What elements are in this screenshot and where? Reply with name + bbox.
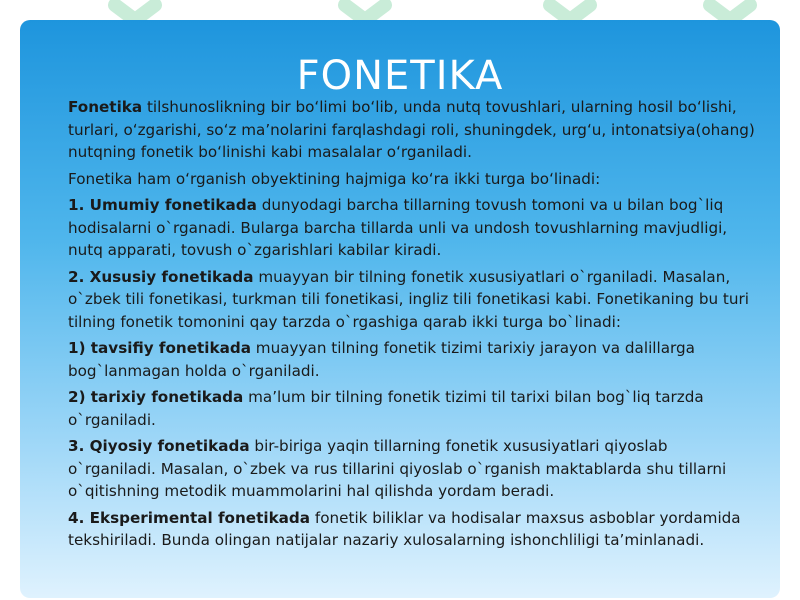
paragraph-bold: 1. Umumiy fonetikada [68, 196, 257, 214]
paragraph [68, 386, 760, 431]
slide-body [68, 96, 760, 556]
paragraph-text: fonetik biliklar va hodisalar maxsus asboblar yordamida tekshiriladi. Bunda olingan natijalar nazariy xulosalarning ishonchliligi ta’minlanadi. [68, 508, 741, 549]
paragraph-bold: 2. Xususiy fonetikada [68, 267, 254, 286]
paragraph [68, 266, 760, 334]
paragraph-bold: Fonetika [68, 98, 143, 116]
paragraph-bold: 2) tarixiy fonetikada [68, 388, 244, 406]
paragraph-bold: 1) tavsifiy fonetikada [68, 339, 251, 357]
paragraph-bold: 4. Eksperimental fonetikada [68, 508, 311, 527]
paragraph-text: muayyan tilning fonetik tizimi tarixiy jarayon va dalillarga bog`lanmagan holda o`rganiladi. [68, 339, 695, 380]
paragraph [68, 337, 760, 382]
paragraph-text: ma’lum bir tilning fonetik tizimi til tarixi bilan bog`liq tarzda o`rganiladi. [68, 388, 704, 429]
paragraph-text: bir-biriga yaqin tillarning fonetik xususiyatlari qiyoslab o`rganiladi. Masalan, o`zbek va rus tillarini qiyoslab o`rganish maktablarda shu tillarni o`qitishning metodik muammolarini hal qilishda yordam beradi. [68, 437, 727, 500]
paragraph-text: Fonetika ham oʻrganish obyektining hajmiga koʻra ikki turga boʻlinadi: [68, 169, 601, 188]
paragraph [68, 168, 760, 191]
paragraph-text: tilshunoslikning bir boʻlimi boʻlib, unda nutq tovushlari, ularning hosil boʻlishi, turlari, oʻzgarishi, soʻz maʼnolarini farqlashdagi roli, shuningdek, urgʻu, intonatsiya(ohang) nutqning fonetik boʻlinishi kabi masalalar oʻrganiladi. [68, 98, 755, 161]
paragraph [68, 507, 760, 552]
paragraph [68, 96, 760, 164]
paragraph-bold: 3. Qiyosiy fonetikada [68, 437, 250, 455]
slide-title: FONETIKA [296, 53, 504, 99]
paragraph [68, 435, 760, 503]
paragraph [68, 194, 760, 262]
paragraph-text: dunyodagi barcha tillarning tovush tomoni va u bilan bog`liq hodisalarni o`rganadi. Bularga barcha tillarda unli va undosh tovushlarning mavjudligi, nutq apparati, tovush o`zgarishlari kabilar kiradi. [68, 196, 728, 259]
paragraph-text: muayyan bir tilning fonetik xususiyatlari o`rganiladi. Masalan, o`zbek tili fonetikasi, turkman tili fonetikasi, ingliz tili fonetikasi kabi. Fonetikaning bu turi tilning fonetik tomonini qay tarzda o`rgashiga qarab ikki turga bo`linadi: [68, 267, 749, 331]
